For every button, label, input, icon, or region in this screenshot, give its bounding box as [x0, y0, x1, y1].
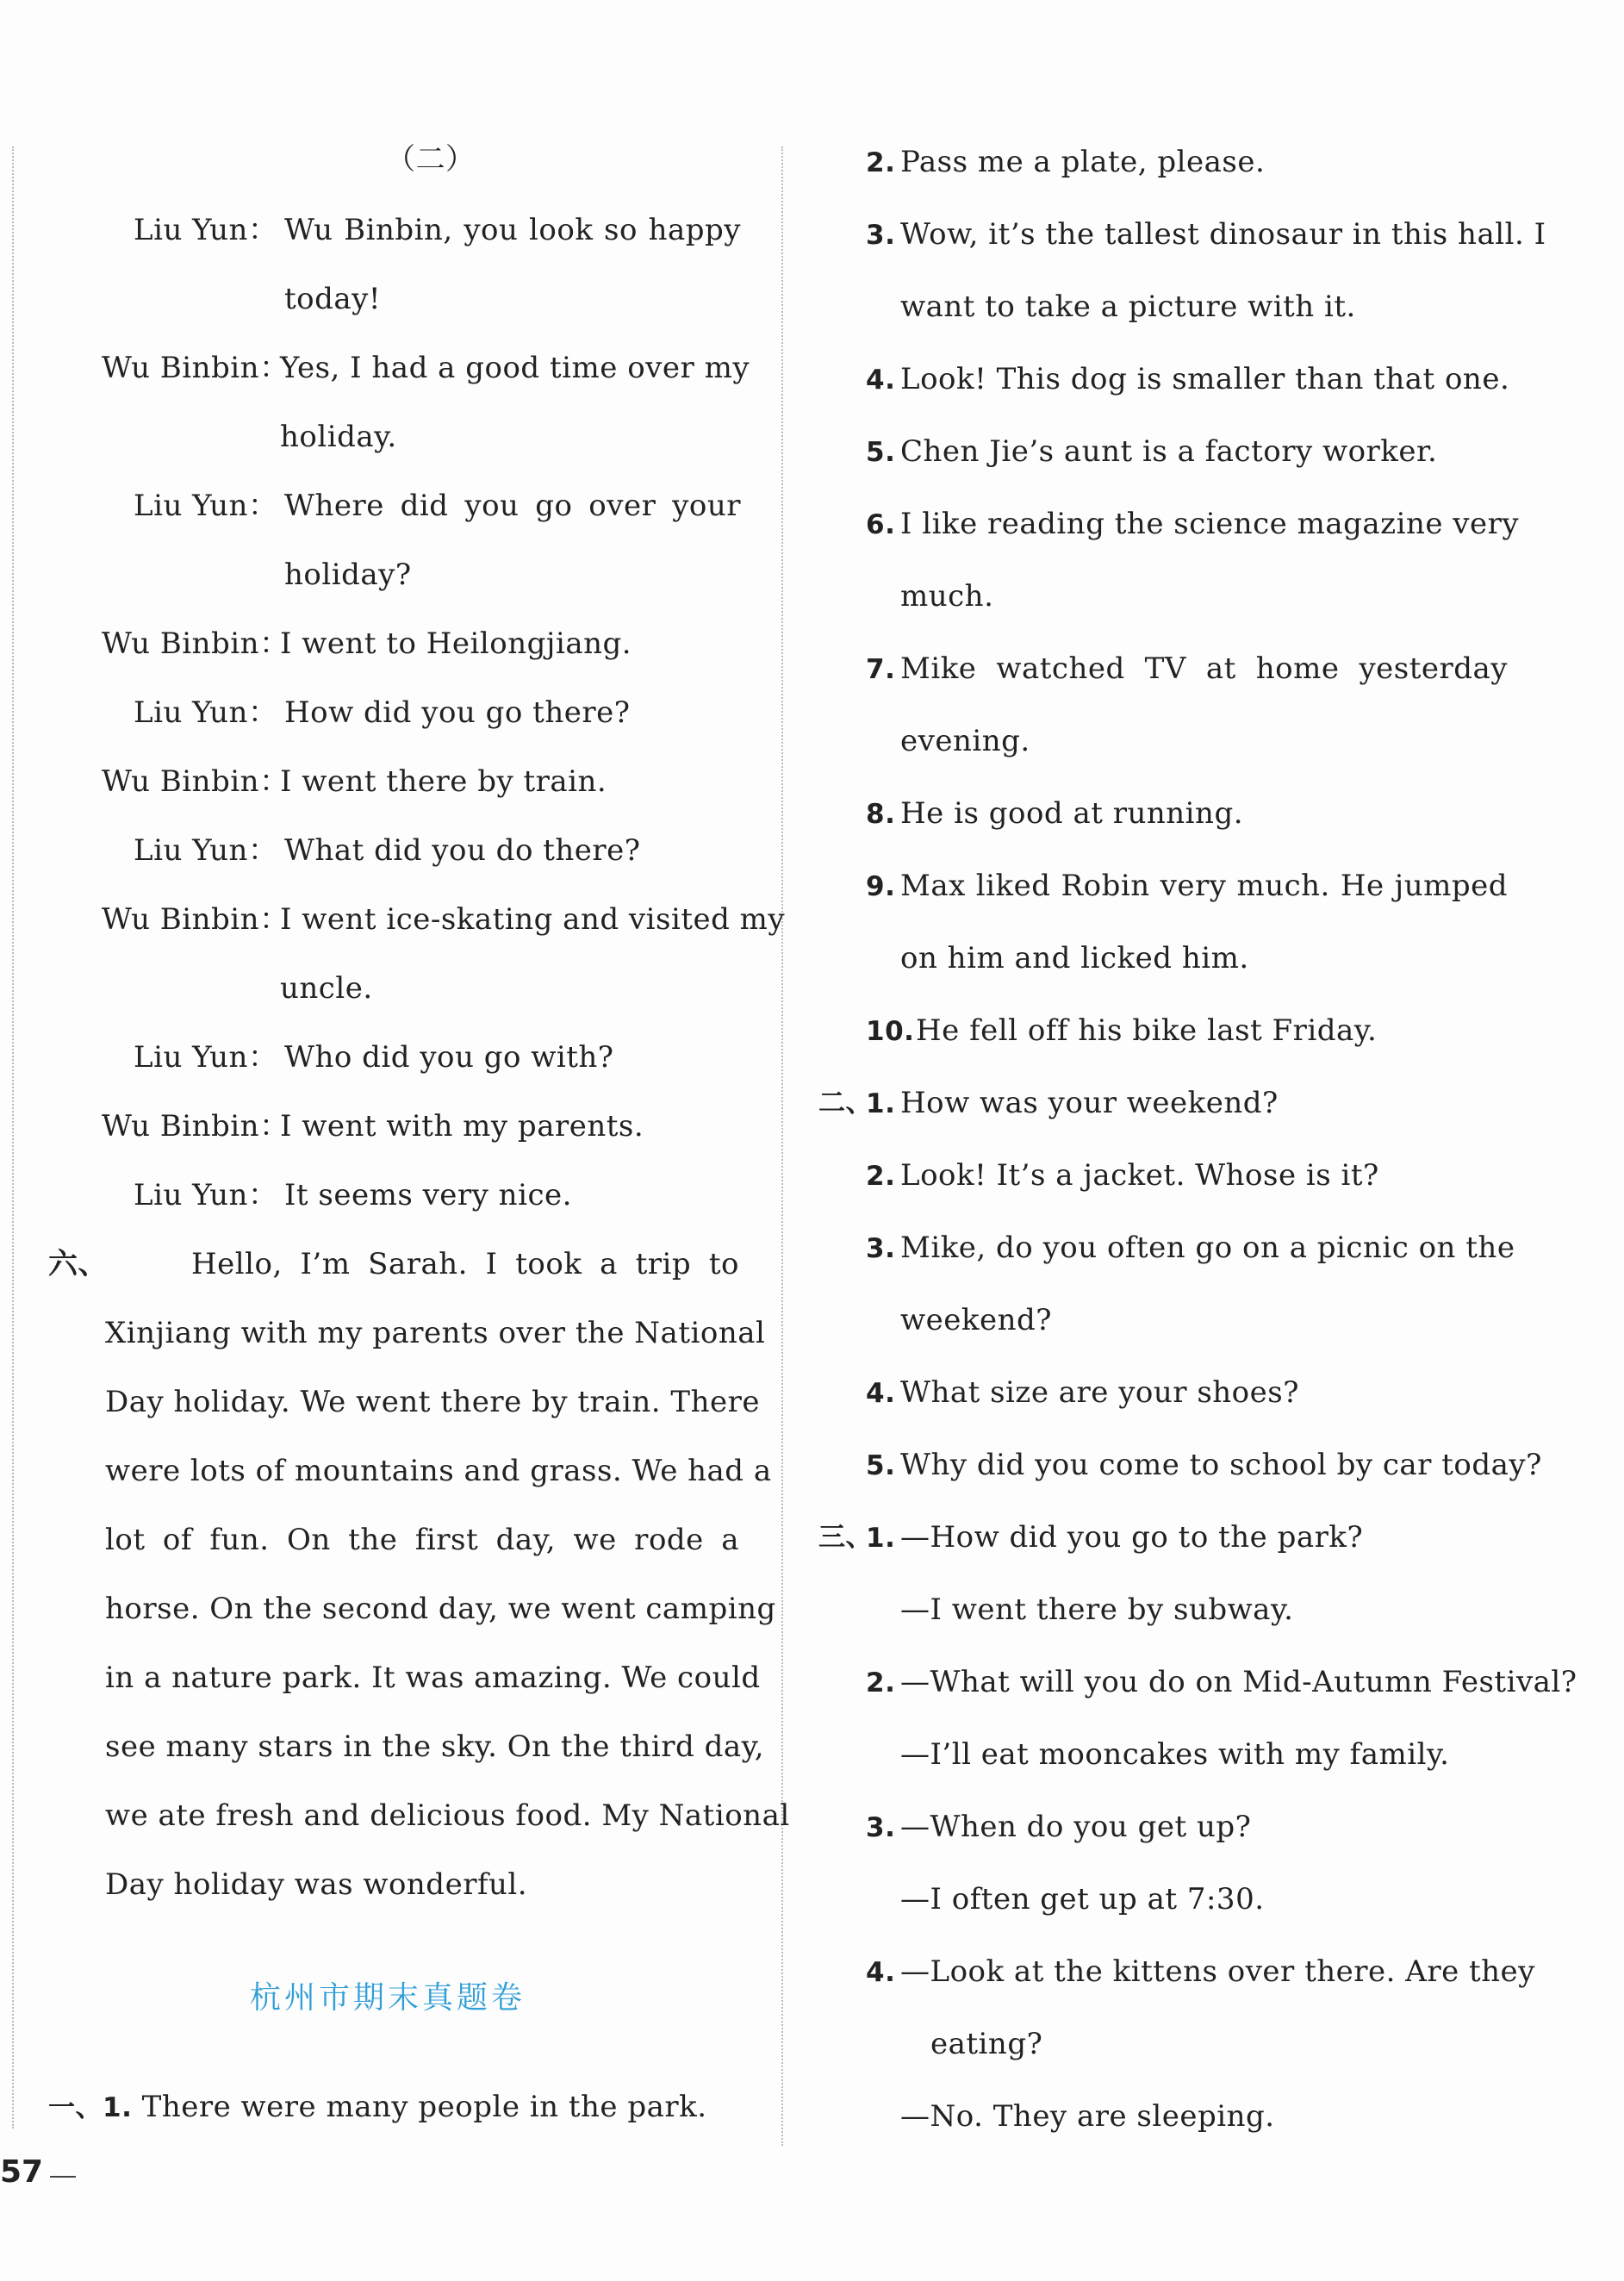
item-line — [900, 1086, 1279, 1120]
dialogue-line-text: I went with my parents. — [280, 1109, 644, 1144]
passage-line — [105, 1661, 761, 1695]
item-line-text: much. — [900, 579, 994, 614]
item-line — [900, 1520, 1363, 1555]
item-line — [900, 1665, 1577, 1699]
answer-item — [866, 507, 895, 542]
item-line — [900, 290, 1356, 324]
dialogue-speaker: Liu Yun： — [134, 833, 278, 868]
item-number: 6. — [866, 509, 896, 540]
item-line-text: —Look at the kittens over there. Are they — [900, 1954, 1535, 1989]
exam-section-title: 杭州市期末真题卷 — [250, 1980, 526, 2016]
passage-line-text: horse. On the second day, we went camping — [105, 1592, 776, 1626]
dialogue-line — [284, 1178, 572, 1212]
item-number: 2. — [866, 1161, 896, 1192]
item-line-text: Chen Jie’s aunt is a factory worker. — [900, 434, 1438, 469]
item-line — [900, 796, 1243, 831]
dialogue-subheading: （二） — [386, 142, 476, 177]
answer-item — [866, 145, 895, 180]
dialogue-line-text: holiday. — [280, 420, 397, 454]
dialogue-line-text: How did you go there? — [284, 695, 631, 730]
answer-item — [866, 651, 895, 687]
item-number: 5. — [866, 1450, 896, 1481]
dialogue-line-text: Where did you go over your — [284, 489, 741, 523]
item-line-text: evening. — [900, 724, 1030, 758]
dialogue-line-text: Yes, I had a good time over my — [280, 351, 750, 385]
dialogue-line — [284, 489, 741, 523]
passage-line — [105, 1523, 739, 1557]
item-line — [900, 1231, 1515, 1265]
dialogue-line — [280, 626, 632, 661]
item-line — [900, 579, 993, 614]
dialogue-line — [284, 1040, 614, 1075]
item-line-text: weekend? — [900, 1303, 1052, 1337]
item-number: 7. — [866, 654, 896, 685]
item-line-text: Pass me a plate, please. — [900, 145, 1266, 179]
item-number: 4. — [866, 1957, 896, 1988]
item-number: 5. — [866, 437, 896, 468]
passage-line-text: Day holiday. We went there by train. There — [105, 1385, 760, 1419]
passage-line-text: were lots of mountains and grass. We had a — [105, 1454, 772, 1488]
answer-item — [866, 1665, 895, 1700]
item-line — [900, 1882, 1265, 1916]
dialogue-line — [284, 695, 630, 730]
dialogue-speaker: Liu Yun： — [134, 1178, 278, 1212]
dialogue-speaker: Liu Yun： — [134, 695, 278, 730]
item-number: 3. — [866, 1233, 896, 1264]
passage-line — [105, 1798, 790, 1833]
item-number: 9. — [866, 871, 896, 902]
dialogue-line-text: I went ice-skating and visited my — [280, 902, 786, 937]
dialogue-speaker: Liu Yun： — [134, 489, 278, 523]
item-line — [900, 362, 1509, 396]
dialogue-speaker: Liu Yun： — [134, 1040, 278, 1075]
passage-line-text: see many stars in the sky. On the third day, — [105, 1729, 765, 1764]
answer-item — [866, 217, 895, 252]
dialogue-line-text: uncle. — [280, 971, 373, 1006]
answer-item — [866, 1954, 895, 1990]
section-marker-6: 六、 — [48, 1247, 108, 1281]
dialogue-line — [284, 282, 381, 316]
item-line — [900, 1303, 1052, 1337]
dialogue-line — [284, 558, 412, 592]
item-line — [900, 651, 1508, 686]
part3-marker: 三、 — [818, 1522, 873, 1553]
answer-item — [866, 1013, 914, 1049]
dialogue-line — [280, 764, 607, 799]
item-line-text: —What will you do on Mid-Autumn Festival? — [900, 1665, 1577, 1699]
item-line-text: want to take a picture with it. — [900, 290, 1356, 324]
item-line-text: I like reading the science magazine very — [900, 507, 1520, 541]
item-line — [900, 1375, 1299, 1410]
passage-line-text: Day holiday was wonderful. — [105, 1867, 528, 1902]
page-edge-rule — [12, 146, 14, 2128]
passage-line-text: Xinjiang with my parents over the National — [105, 1316, 766, 1350]
dialogue-line — [280, 351, 750, 385]
item-number: 2. — [866, 1667, 896, 1698]
item-line-text: Look! It’s a jacket. Whose is it? — [900, 1158, 1379, 1193]
item-text: There were many people in the park. — [132, 2090, 707, 2124]
item-line-text: Mike watched TV at home yesterday — [900, 651, 1508, 686]
item-number: 1. — [103, 2092, 133, 2123]
item-number: 1. — [866, 1088, 896, 1119]
passage-line — [105, 1385, 760, 1419]
item-line-text: What size are your shoes? — [900, 1375, 1299, 1410]
item-line-text: —I’ll eat mooncakes with my family. — [900, 1737, 1450, 1772]
item-line — [916, 1013, 1377, 1048]
item-number: 3. — [866, 1812, 896, 1843]
passage-line-text: we ate fresh and delicious food. My National — [105, 1798, 790, 1833]
item-line-text: Mike, do you often go on a picnic on the — [900, 1231, 1515, 1265]
answer-item — [866, 796, 895, 832]
answer-item — [866, 1231, 895, 1266]
item-line-text: eating? — [930, 2027, 1043, 2061]
dialogue-speaker: Liu Yun： — [134, 213, 278, 247]
passage-line-text: in a nature park. It was amazing. We could — [105, 1661, 761, 1695]
item-number: 8. — [866, 799, 896, 830]
dialogue-line-text: Wu Binbin, you look so happy — [284, 213, 741, 247]
answer-item — [866, 869, 895, 904]
item-line-text: —No. They are sleeping. — [900, 2099, 1275, 2134]
item-line-text: Look! This dog is smaller than that one. — [900, 362, 1510, 396]
item-line — [900, 1158, 1379, 1193]
part1-marker: 一、 — [48, 2092, 103, 2123]
dialogue-line-text: What did you do there? — [284, 833, 641, 868]
item-line-text: —How did you go to the park? — [900, 1520, 1364, 1555]
dialogue-line-text: I went to Heilongjiang. — [280, 626, 632, 661]
item-line — [900, 1448, 1542, 1482]
answer-item — [866, 362, 895, 397]
answer-item — [866, 1375, 895, 1411]
part2-marker: 二、 — [818, 1088, 873, 1119]
item-line-text: How was your weekend? — [900, 1086, 1279, 1120]
item-line-text: He is good at running. — [900, 796, 1244, 831]
item-line-text: Why did you come to school by car today? — [900, 1448, 1542, 1482]
item-line — [900, 1810, 1251, 1844]
dialogue-line-text: holiday? — [284, 558, 412, 592]
dialogue-speaker: Wu Binbin： — [102, 1109, 289, 1144]
dialogue-line — [280, 420, 397, 454]
item-line — [900, 217, 1546, 252]
dialogue-speaker: Wu Binbin： — [102, 764, 289, 799]
item-line-text: He fell off his bike last Friday. — [916, 1013, 1378, 1048]
item-line — [900, 724, 1030, 758]
answer-item — [866, 1810, 895, 1845]
item-line-text: —I went there by subway. — [900, 1592, 1294, 1627]
passage-line — [105, 1592, 776, 1626]
item-line — [930, 2027, 1042, 2061]
dialogue-line — [280, 971, 373, 1006]
answer-item — [866, 1158, 895, 1193]
dialogue-speaker: Wu Binbin： — [102, 351, 289, 385]
item-line — [900, 941, 1249, 975]
dialogue-line-text: today! — [284, 282, 382, 316]
dialogue-line-text: I went there by train. — [280, 764, 607, 799]
passage-line — [105, 1454, 772, 1488]
item-line-text: on him and licked him. — [900, 941, 1249, 975]
passage-line-text: lot of fun. On the first day, we rode a — [105, 1523, 739, 1557]
item-line — [900, 1737, 1449, 1772]
item-line-text: —When do you get up? — [900, 1810, 1252, 1844]
item-number: 4. — [866, 365, 896, 396]
item-line-text: —I often get up at 7:30. — [900, 1882, 1265, 1916]
dialogue-speaker: Wu Binbin： — [102, 902, 289, 937]
dialogue-line-text: Who did you go with? — [284, 1040, 614, 1075]
item-number: 4. — [866, 1378, 896, 1409]
answer-item — [866, 1448, 895, 1483]
passage-line — [105, 1316, 766, 1350]
column-divider — [781, 146, 783, 2146]
item-line — [900, 1592, 1293, 1627]
item-line — [900, 145, 1265, 179]
dialogue-speaker: Wu Binbin： — [102, 626, 289, 661]
item-line-text: Max liked Robin very much. He jumped — [900, 869, 1508, 903]
item-line — [900, 2099, 1275, 2134]
page-number-dash — [50, 2176, 76, 2178]
item-line — [900, 507, 1520, 541]
item-line — [900, 869, 1508, 903]
answer-item — [866, 434, 895, 470]
part1-item-1 — [48, 2090, 707, 2125]
item-line-text: Wow, it’s the tallest dinosaur in this hall. I — [900, 217, 1546, 252]
dialogue-line — [284, 833, 641, 868]
passage-line — [105, 1729, 765, 1764]
dialogue-line-text: It seems very nice. — [284, 1178, 572, 1212]
dialogue-line — [284, 213, 741, 247]
item-number: 10. — [866, 1016, 915, 1047]
item-line — [900, 434, 1437, 469]
passage-line-text: Hello, I’m Sarah. I took a trip to — [191, 1247, 739, 1281]
item-line — [900, 1954, 1535, 1989]
item-number: 2. — [866, 147, 896, 178]
passage-line — [191, 1247, 739, 1281]
item-number: 1. — [866, 1523, 896, 1554]
dialogue-line — [280, 902, 786, 937]
dialogue-line — [280, 1109, 644, 1144]
page-number: 57 — [0, 2154, 44, 2190]
item-number: 3. — [866, 220, 896, 251]
passage-line — [105, 1867, 527, 1902]
